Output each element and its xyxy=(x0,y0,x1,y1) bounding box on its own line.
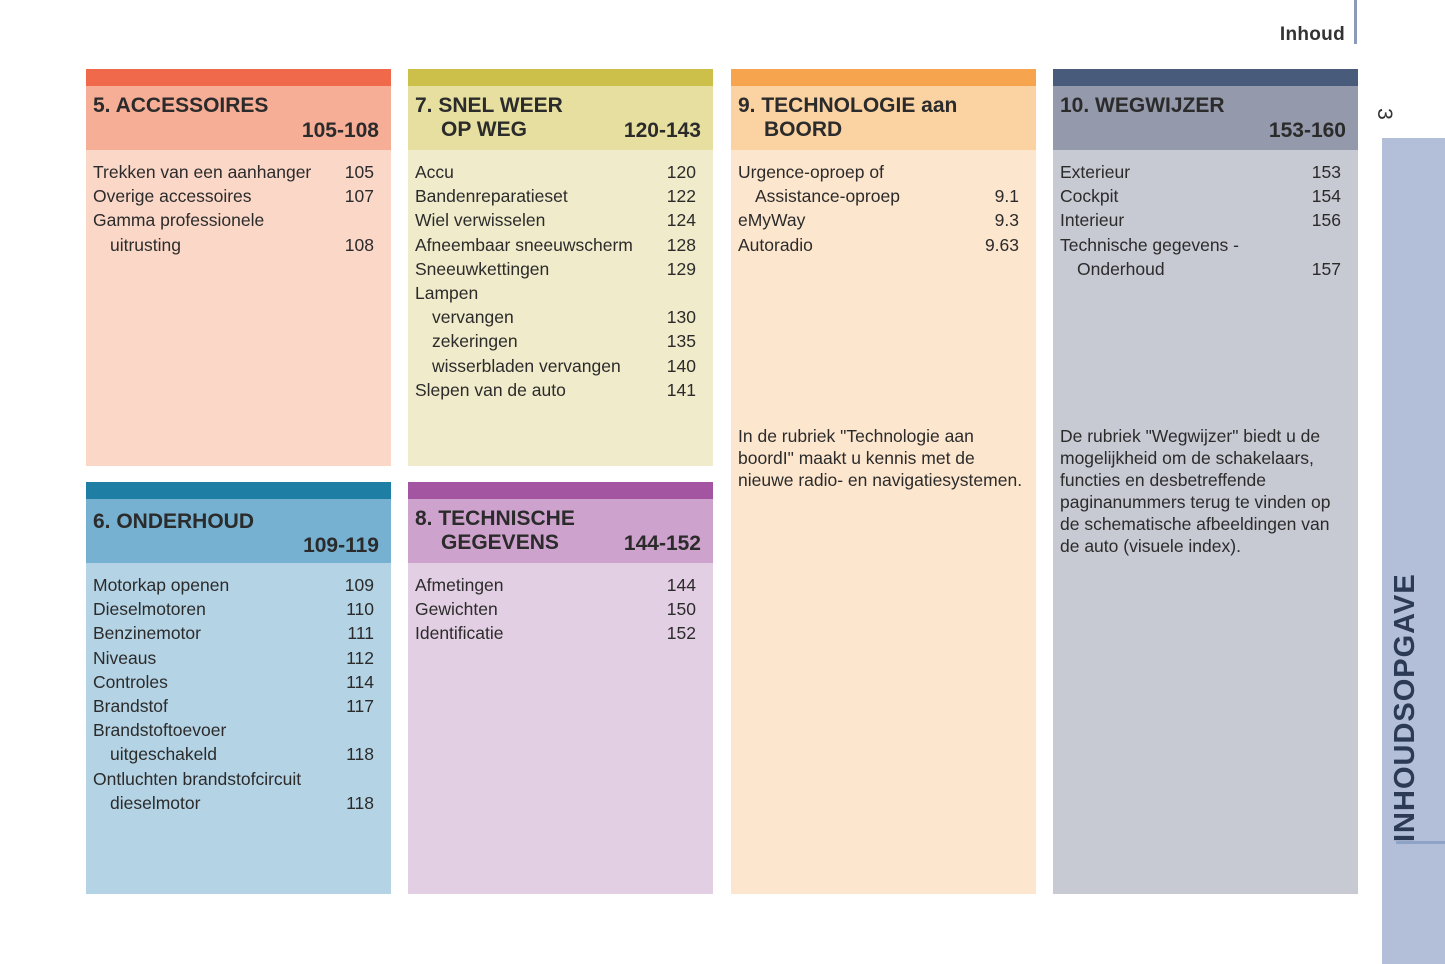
section-header xyxy=(86,86,391,150)
section-title xyxy=(415,507,575,555)
toc-list xyxy=(415,160,696,402)
toc-entry[interactable] xyxy=(1060,233,1341,257)
section-title-line1: 7. SNEL WEER xyxy=(415,94,563,117)
section-body xyxy=(408,150,713,466)
section-title: 5. ACCESSOIRES xyxy=(93,94,269,117)
toc-entry-page: 109 xyxy=(344,575,374,595)
toc-entry[interactable] xyxy=(93,597,374,621)
section-header xyxy=(86,499,391,563)
toc-entry-text: Technische gegevens - xyxy=(1060,234,1239,255)
section-color-strip xyxy=(408,482,713,499)
toc-entry[interactable] xyxy=(93,791,374,815)
toc-entry-page: 118 xyxy=(346,744,374,765)
section-body xyxy=(1053,150,1358,894)
toc-entry-page: 107 xyxy=(344,186,374,207)
header-rule xyxy=(1354,0,1357,44)
toc-entry-page: 130 xyxy=(666,307,696,328)
toc-entry-page: 153 xyxy=(1311,162,1341,182)
toc-entry[interactable] xyxy=(1060,208,1341,232)
toc-entry[interactable] xyxy=(415,281,696,305)
toc-entry[interactable] xyxy=(415,305,696,329)
toc-entry-text: Identificatie xyxy=(415,623,504,644)
toc-entry-text: Afmetingen xyxy=(415,575,504,595)
toc-entry-text: wisserbladen vervangen xyxy=(432,355,621,376)
toc-entry-text: Urgence-oproep of xyxy=(738,162,884,182)
toc-list xyxy=(93,160,374,257)
toc-entry[interactable] xyxy=(738,160,1019,184)
section-color-strip xyxy=(86,482,391,499)
section-body xyxy=(86,150,391,466)
toc-entry-text: Controles xyxy=(93,671,168,692)
toc-entry-text: Onderhoud xyxy=(1077,258,1165,279)
toc-entry-text: zekeringen xyxy=(432,331,518,352)
toc-entry-page: 118 xyxy=(346,792,374,813)
toc-entry[interactable] xyxy=(415,257,696,281)
toc-entry[interactable] xyxy=(1060,184,1341,208)
toc-entry-page: 108 xyxy=(344,234,374,255)
toc-entry[interactable] xyxy=(93,573,374,597)
section-title: 10. WEGWIJZER xyxy=(1060,94,1225,117)
toc-entry-page: 105 xyxy=(344,162,374,182)
section-header xyxy=(1053,86,1358,150)
toc-entry-page: 117 xyxy=(346,695,374,716)
section-description: In de rubriek "Technologie aan boordI" maakt u kennis met de nieuwe radio- en navigatiesystemen. xyxy=(738,426,1023,490)
toc-entry-text: Ontluchten brandstofcircuit xyxy=(93,768,302,789)
toc-entry-text: uitrusting xyxy=(110,234,182,255)
toc-entry-page: 154 xyxy=(1311,186,1341,207)
toc-entry-page: 144 xyxy=(666,575,696,595)
section-title-line2: BOORD xyxy=(764,118,843,141)
toc-entry[interactable] xyxy=(415,184,696,208)
toc-entry-page: 9.3 xyxy=(994,210,1019,231)
toc-entry-page: 128 xyxy=(666,234,696,255)
toc-entry[interactable] xyxy=(93,767,374,791)
toc-entry[interactable] xyxy=(415,621,696,645)
toc-entry[interactable] xyxy=(415,208,696,232)
toc-entry[interactable] xyxy=(415,329,696,353)
toc-entry-text: Afneembaar sneeuwscherm xyxy=(415,234,633,255)
section-title-line2: OP WEG xyxy=(441,118,527,141)
section-description: De rubriek "Wegwijzer" biedt u de mogelijkheid om de schakelaars, functies en desbetreffende paginanummers terug te vinden op de schematische afbeeldingen van de auto (visuele index). xyxy=(1060,426,1331,556)
toc-entry-page: 150 xyxy=(666,599,696,620)
toc-entry-page: 156 xyxy=(1311,210,1341,231)
toc-entry[interactable] xyxy=(93,160,374,184)
section-title: 6. ONDERHOUD xyxy=(93,510,255,533)
toc-entry-page: 122 xyxy=(666,186,696,207)
toc-entry[interactable] xyxy=(415,354,696,378)
toc-entry-text: Slepen van de auto xyxy=(415,379,566,400)
toc-entry-text: Accu xyxy=(415,162,454,182)
section-color-strip xyxy=(86,69,391,86)
toc-entry-text: eMyWay xyxy=(738,210,806,231)
toc-entry-text: Dieselmotoren xyxy=(93,599,206,620)
section-title xyxy=(738,94,957,142)
page-number: 3 xyxy=(1372,108,1396,120)
toc-entry-page: 120 xyxy=(666,162,696,182)
toc-entry-text: Gamma professionele xyxy=(93,210,265,231)
section-title-line1: 8. TECHNISCHE xyxy=(415,507,575,530)
toc-entry[interactable] xyxy=(738,184,1019,208)
section-header xyxy=(731,86,1036,150)
toc-entry[interactable] xyxy=(93,718,374,742)
toc-entry[interactable] xyxy=(1060,257,1341,281)
toc-entry-text: Autoradio xyxy=(738,234,813,255)
section-page-range: 144-152 xyxy=(623,532,701,555)
toc-entry[interactable] xyxy=(738,233,1019,257)
toc-entry-text: Brandstoftoevoer xyxy=(93,720,227,741)
section-body xyxy=(86,563,391,894)
toc-entry-page: 112 xyxy=(346,647,374,668)
toc-entry[interactable] xyxy=(93,742,374,766)
toc-entry[interactable] xyxy=(93,233,374,257)
section-label: Inhoud xyxy=(1279,24,1345,45)
toc-entry-page: 9.63 xyxy=(984,234,1019,255)
toc-entry-page: 157 xyxy=(1311,258,1341,279)
section-color-strip xyxy=(731,69,1036,86)
section-page-range: 105-108 xyxy=(301,119,379,142)
toc-entry-text: Exterieur xyxy=(1060,162,1131,182)
toc-entry-page: 140 xyxy=(666,355,696,376)
toc-list xyxy=(1060,160,1341,281)
side-tab-label: INHOUDSOPGAVE xyxy=(1389,573,1421,842)
section-color-strip xyxy=(1053,69,1358,86)
toc-entry-text: vervangen xyxy=(432,307,514,328)
toc-entry-page: 110 xyxy=(346,599,374,620)
toc-entry-page: 114 xyxy=(346,671,374,692)
toc-entry-text: Interieur xyxy=(1060,210,1125,231)
section-title-line2: GEGEVENS xyxy=(441,531,559,554)
toc-entry[interactable] xyxy=(738,208,1019,232)
section-page-range: 109-119 xyxy=(303,534,379,557)
toc-entry[interactable] xyxy=(415,573,696,597)
toc-list xyxy=(415,573,696,646)
toc-entry[interactable] xyxy=(415,597,696,621)
toc-entry-text: Gewichten xyxy=(415,599,498,620)
section-snel-weer-op-weg xyxy=(408,69,713,466)
toc-entry[interactable] xyxy=(93,670,374,694)
toc-entry-text: Sneeuwkettingen xyxy=(415,258,550,279)
toc-entry-text: Wiel verwisselen xyxy=(415,210,546,231)
toc-list xyxy=(738,160,1019,257)
toc-entry-page: 124 xyxy=(666,210,696,231)
toc-entry[interactable] xyxy=(93,646,374,670)
toc-entry-text: Lampen xyxy=(415,282,479,303)
section-body xyxy=(731,150,1036,894)
toc-entry[interactable] xyxy=(93,694,374,718)
section-title-line1: 9. TECHNOLOGIE aan xyxy=(738,94,958,117)
toc-entry[interactable] xyxy=(415,233,696,257)
toc-entry[interactable] xyxy=(1060,160,1341,184)
section-body xyxy=(408,563,713,894)
section-onderhoud xyxy=(86,482,391,894)
section-header xyxy=(408,86,713,150)
toc-entry-text: Niveaus xyxy=(93,647,157,668)
toc-entry-page: 111 xyxy=(347,623,374,644)
toc-entry-text: Bandenreparatieset xyxy=(415,186,568,207)
toc-list xyxy=(93,573,374,815)
toc-entry-page: 152 xyxy=(666,623,696,644)
toc-entry[interactable] xyxy=(93,208,374,232)
section-technologie-aan-boord xyxy=(731,69,1036,894)
toc-entry-page: 9.1 xyxy=(994,186,1019,207)
toc-entry[interactable] xyxy=(93,621,374,645)
section-accessoires xyxy=(86,69,391,466)
toc-entry-text: Overige accessoires xyxy=(93,186,252,207)
toc-entry[interactable] xyxy=(93,184,374,208)
toc-entry-text: uitgeschakeld xyxy=(110,744,218,765)
toc-entry-text: Brandstof xyxy=(93,695,168,716)
toc-entry-page: 135 xyxy=(666,331,696,352)
section-page-range: 120-143 xyxy=(623,119,701,142)
toc-entry-text: Trekken van een aanhanger xyxy=(93,162,312,182)
toc-entry-text: Benzinemotor xyxy=(93,623,201,644)
toc-entry[interactable] xyxy=(415,378,696,402)
section-wegwijzer xyxy=(1053,69,1358,894)
toc-entry-text: Cockpit xyxy=(1060,186,1119,207)
toc-entry-page: 141 xyxy=(666,379,696,400)
toc-entry-text: Assistance-oproep xyxy=(755,186,900,207)
section-color-strip xyxy=(408,69,713,86)
section-header xyxy=(408,499,713,563)
toc-entry[interactable] xyxy=(415,160,696,184)
section-title xyxy=(415,94,563,142)
section-technische-gegevens xyxy=(408,482,713,894)
section-page-range: 153-160 xyxy=(1268,119,1346,142)
toc-entry-text: Motorkap openen xyxy=(93,575,230,595)
toc-entry-text: dieselmotor xyxy=(110,792,201,813)
toc-entry-page: 129 xyxy=(666,258,696,279)
